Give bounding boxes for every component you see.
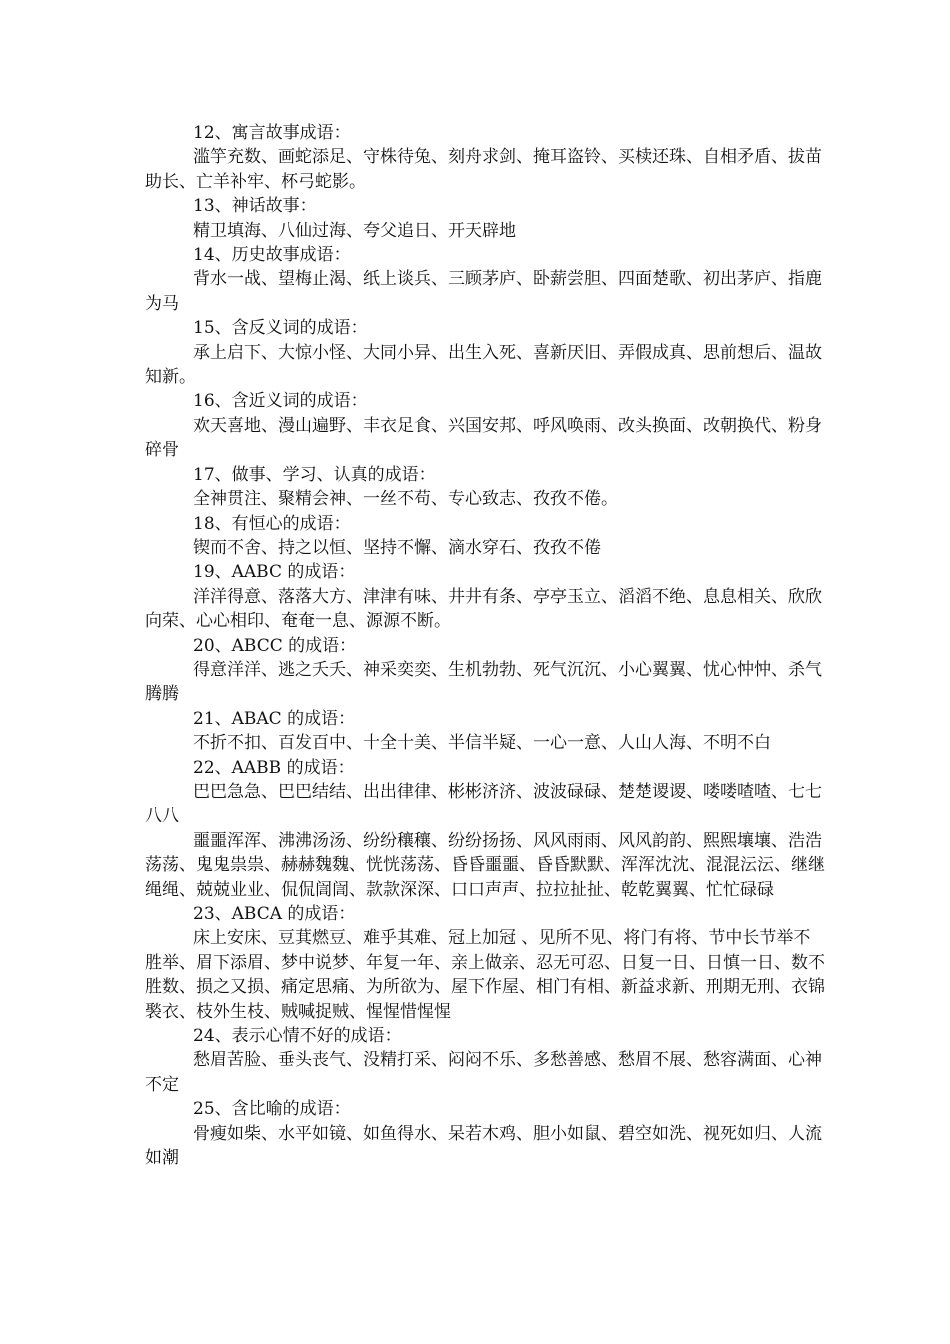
section-22-body: 巴巴急急、巴巴结结、出出律律、彬彬济济、波波碌碌、楚楚谡谡、喽喽喳喳、七七八八 [145,781,822,827]
document-page [145,121,825,1170]
section-20-title: 20、ABCC 的成语： [193,635,357,656]
section-13-body: 精卫填海、八仙过海、夸父追日、开天辟地 [193,220,516,241]
section-23-title: 23、ABCA 的成语： [193,904,356,924]
section-25-body: 骨瘦如柴、水平如镜、如鱼得水、呆若木鸡、胆小如鼠、碧空如洗、视死如归、人流如潮 [145,1123,822,1169]
section-22-title: 22、AABB 的成语： [193,757,355,778]
section-19-title: 19、AABC 的成语： [193,562,356,583]
section-14-body: 背水一战、望梅止渴、纸上谈兵、三顾茅庐、卧薪尝胆、四面楚歌、初出茅庐、指鹿为马 [145,269,822,314]
section-21-title: 21、ABAC 的成语： [193,708,356,729]
section-14-title: 14、历史故事成语： [193,245,351,266]
section-17-title: 17、做事、学习、认真的成语： [193,464,436,485]
section-16-body: 欢天喜地、漫山遍野、丰衣足食、兴国安邦、呼风唤雨、改头换面、改朝换代、粉身碎骨 [145,415,822,461]
section-21-body: 不折不扣、百发百中、十全十美、半信半疑、一心一意、人山人海、不明不白 [193,733,771,754]
section-12-title: 12、寓言故事成语： [193,123,351,143]
section-19-body: 洋洋得意、落落大方、津津有味、井井有条、亭亭玉立、滔滔不绝、息息相关、欣欣向荣、心心相印、奄奄一息、源源不断。 [145,586,822,632]
section-20-body: 得意洋洋、逃之夭夭、神采奕奕、生机勃勃、死气沉沉、小心翼翼、忧心忡忡、杀气腾腾 [145,659,822,705]
section-23-body: 床上安床、豆萁燃豆、难乎其难、冠上加冠 、见所不见、将门有将、节中长节举不胜举、眉下添眉、梦中说梦、年复一年、亲上做亲、忍无可忍、日复一日、日慎一日、数不胜数、损之又损、痛定思痛、为所欲为、屋下作屋、相门有相、新益求新、刑期无刑、衣锦褧衣、枝外生枝、贼喊捉贼、惺惺惜惺惺 [145,928,825,1022]
section-18-title: 18、有恒心的成语： [193,513,351,534]
section-15-body: 承上启下、大惊小怪、大同小异、出生入死、喜新厌旧、弄假成真、思前想后、温故知新。 [145,342,822,388]
section-12-body: 滥竽充数、画蛇添足、守株待兔、刻舟求剑、掩耳盗铃、买椟还珠、自相矛盾、拔苗助长、亡羊补牢、杯弓蛇影。 [145,147,822,192]
section-15-title: 15、含反义词的成语： [193,318,368,339]
section-18-body: 锲而不舍、持之以恒、坚持不懈、滴水穿石、孜孜不倦 [193,537,601,558]
section-13-title: 13、神话故事： [193,196,317,217]
section-16-title: 16、含近义词的成语： [193,391,368,412]
section-17-body: 全神贯注、聚精会神、一丝不苟、专心致志、孜孜不倦。 [193,489,618,510]
section-25-title: 25、含比喻的成语： [193,1099,351,1120]
section-22-body-continued: 噩噩浑浑、沸沸汤汤、纷纷穰穰、纷纷扬扬、风风雨雨、风风韵韵、熙熙壤壤、浩浩荡荡、鬼鬼祟祟、赫赫魏魏、恍恍荡荡、昏昏噩噩、昏昏默默、浑浑沈沈、混混沄沄、继继绳绳、兢兢业业、侃侃訚訚、款款深深、口口声声、拉拉扯扯、乾乾翼翼、忙忙碌碌 [145,830,825,900]
section-24-title: 24、表示心情不好的成语： [193,1026,402,1047]
section-24-body: 愁眉苦脸、垂头丧气、没精打采、闷闷不乐、多愁善感、愁眉不展、愁容满面、心神不定 [145,1050,822,1095]
